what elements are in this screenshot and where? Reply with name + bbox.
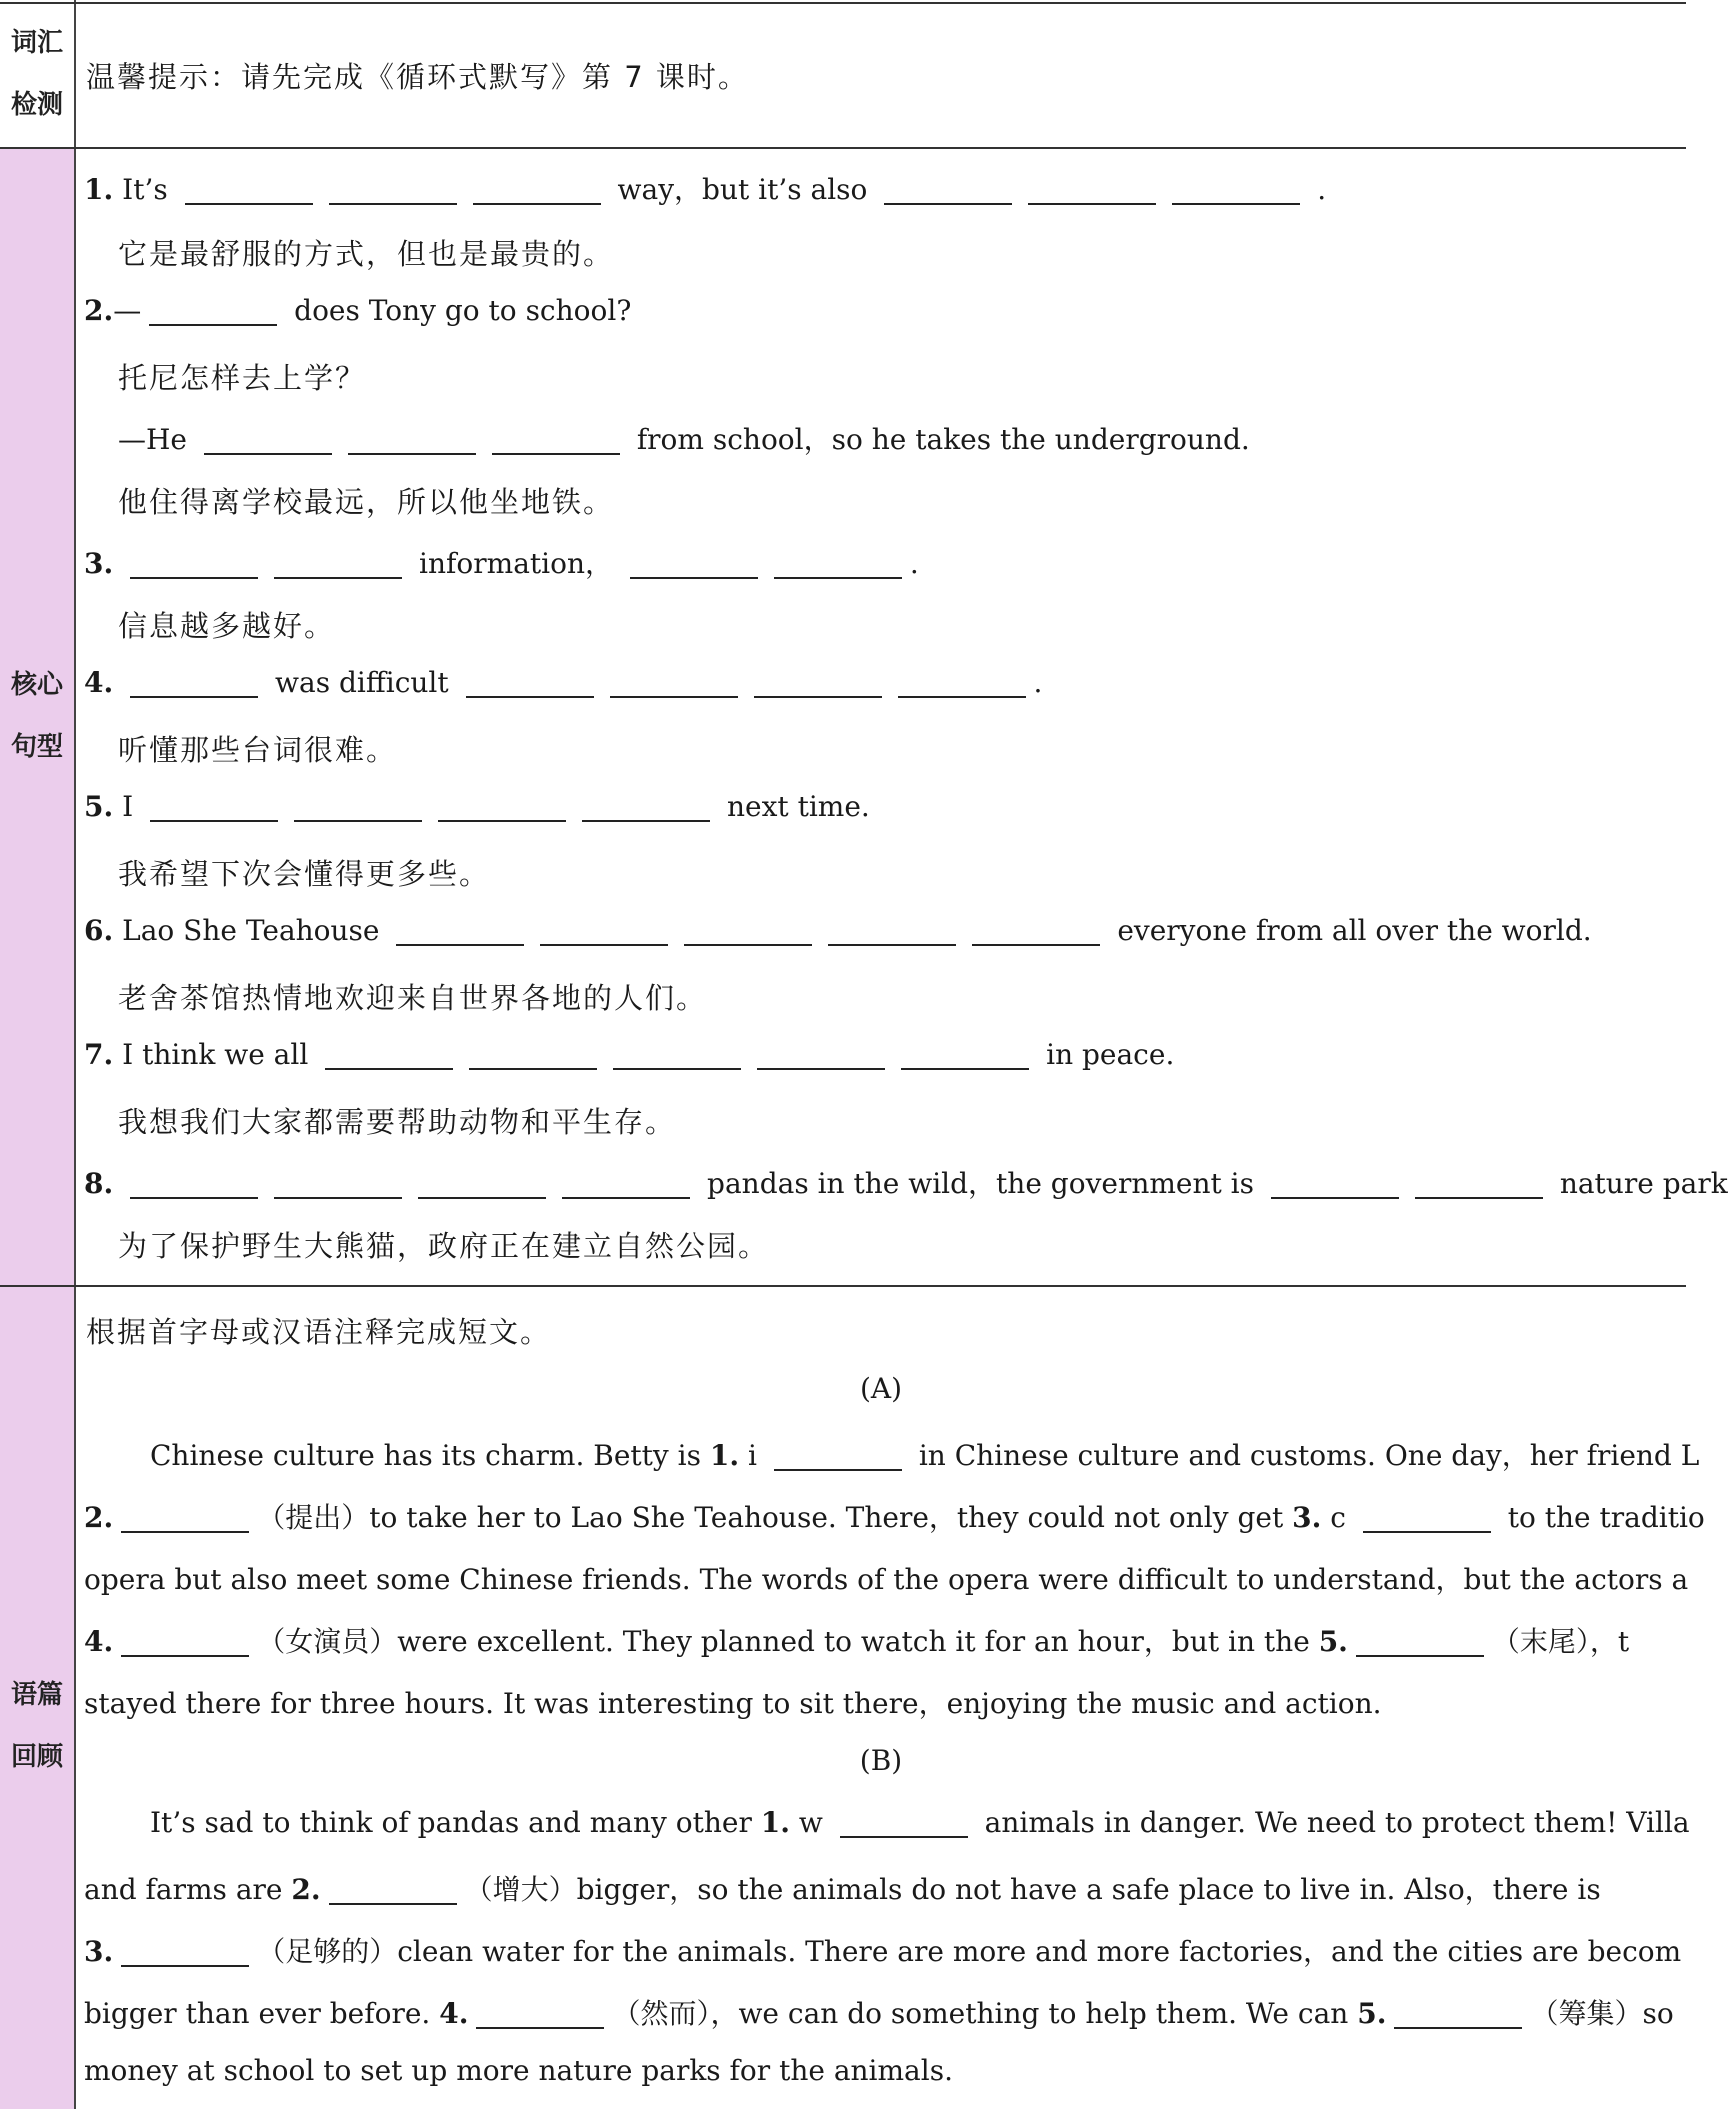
- answer-blank[interactable]: [684, 914, 812, 946]
- q6-line: 6. Lao She Teahouse everyone from all over the world.: [84, 914, 1592, 947]
- q8-translation: 为了保护野生大熊猫，政府正在建立自然公园。: [118, 1229, 770, 1263]
- answer-blank[interactable]: [469, 1038, 597, 1070]
- answer-blank[interactable]: [418, 1167, 546, 1199]
- answer-blank[interactable]: [329, 1873, 457, 1905]
- answer-blank[interactable]: [898, 666, 1026, 698]
- answer-blank[interactable]: [972, 914, 1100, 946]
- answer-blank[interactable]: [348, 423, 476, 455]
- passage-b-title: (B): [859, 1744, 903, 1777]
- answer-blank[interactable]: [610, 666, 738, 698]
- answer-blank[interactable]: [540, 914, 668, 946]
- passage-a-line-1: Chinese culture has its charm. Betty is 1. i in Chinese culture and customs. One day，her friend L: [150, 1439, 1700, 1472]
- vocab-bottom-rule: [0, 147, 1686, 149]
- passage-b-line-4: bigger than ever before. 4. （然而），we can do something to help them. We can 5. （筹集）so: [84, 1997, 1674, 2030]
- answer-blank[interactable]: [204, 423, 332, 455]
- q4-translation: 听懂那些台词很难。: [118, 733, 398, 767]
- answer-blank[interactable]: [150, 790, 278, 822]
- answer-blank[interactable]: [149, 294, 277, 326]
- passage-a-title: (A): [859, 1372, 903, 1405]
- q3-line: 3. information， .: [84, 547, 919, 580]
- vocab-side-column: [0, 0, 76, 148]
- answer-blank[interactable]: [329, 173, 457, 205]
- answer-blank[interactable]: [130, 547, 258, 579]
- passage-b-line-3: 3. （足够的）clean water for the animals. There are more and more factories，and the cities are becom: [84, 1935, 1682, 1968]
- q2-translation: 托尼怎样去上学？: [118, 361, 367, 395]
- q4-line: 4. was difficult .: [84, 666, 1043, 699]
- answer-blank[interactable]: [1028, 173, 1156, 205]
- answer-blank[interactable]: [562, 1167, 690, 1199]
- answer-blank[interactable]: [884, 173, 1012, 205]
- answer-blank[interactable]: [828, 914, 956, 946]
- q8-line: 8. pandas in the wild，the government is nature park: [84, 1167, 1728, 1200]
- answer-blank[interactable]: [774, 547, 902, 579]
- answer-blank[interactable]: [274, 547, 402, 579]
- answer-blank[interactable]: [121, 1935, 249, 1967]
- q7-translation: 我想我们大家都需要帮助动物和平生存。: [118, 1105, 677, 1139]
- answer-blank[interactable]: [630, 547, 758, 579]
- core-side-column: [0, 148, 76, 1286]
- q5-translation: 我希望下次会懂得更多些。: [118, 857, 491, 891]
- answer-blank[interactable]: [582, 790, 710, 822]
- answer-blank[interactable]: [325, 1038, 453, 1070]
- vocab-tip: 温馨提示：请先完成《循环式默写》第 7 课时。: [86, 60, 749, 94]
- answer-blank[interactable]: [294, 790, 422, 822]
- q3-translation: 信息越多越好。: [118, 609, 336, 643]
- q2-answer-translation: 他住得离学校最远，所以他坐地铁。: [118, 485, 615, 519]
- vocab-section-label: 词汇 检测: [10, 28, 63, 120]
- core-bottom-rule: [0, 1285, 1686, 1287]
- passage-a-line-5: stayed there for three hours. It was interesting to sit there，enjoying the music and action.: [84, 1687, 1382, 1720]
- answer-blank[interactable]: [438, 790, 566, 822]
- q5-line: 5. I next time.: [84, 790, 870, 823]
- passage-a-line-3: opera but also meet some Chinese friends. The words of the opera were difficult to understand，but the actors a: [84, 1563, 1689, 1596]
- answer-blank[interactable]: [1415, 1167, 1543, 1199]
- answer-blank[interactable]: [473, 173, 601, 205]
- answer-blank[interactable]: [492, 423, 620, 455]
- q1-line: 1. It’s way，but it’s also .: [84, 173, 1327, 206]
- answer-blank[interactable]: [754, 666, 882, 698]
- answer-blank[interactable]: [121, 1501, 249, 1533]
- answer-blank[interactable]: [121, 1625, 249, 1657]
- answer-blank[interactable]: [1271, 1167, 1399, 1199]
- passage-b-line-2: and farms are 2. （增大）bigger，so the animals do not have a safe place to live in. Also，there is: [84, 1873, 1601, 1906]
- review-section-label: 语篇 回顾: [10, 1680, 63, 1772]
- q2-answer-line: —He from school，so he takes the underground.: [118, 423, 1250, 456]
- passage-b-line-1: It’s sad to think of pandas and many other 1. w animals in danger. We need to protect them! Villa: [150, 1806, 1690, 1839]
- q2-line: 2.— does Tony go to school?: [84, 294, 632, 327]
- answer-blank[interactable]: [1172, 173, 1300, 205]
- answer-blank[interactable]: [613, 1038, 741, 1070]
- answer-blank[interactable]: [130, 1167, 258, 1199]
- answer-blank[interactable]: [185, 173, 313, 205]
- review-instruction: 根据首字母或汉语注释完成短文。: [86, 1315, 552, 1349]
- passage-a-line-2: 2. （提出）to take her to Lao She Teahouse. There，they could not only get 3. c to the traditio: [84, 1501, 1705, 1534]
- answer-blank[interactable]: [840, 1806, 968, 1838]
- q1-translation: 它是最舒服的方式，但也是最贵的。: [118, 237, 615, 271]
- answer-blank[interactable]: [130, 666, 258, 698]
- answer-blank[interactable]: [1394, 1997, 1522, 2029]
- core-section-label: 核心 句型: [10, 670, 63, 762]
- answer-blank[interactable]: [1363, 1501, 1491, 1533]
- answer-blank[interactable]: [1356, 1625, 1484, 1657]
- answer-blank[interactable]: [476, 1997, 604, 2029]
- answer-blank[interactable]: [274, 1167, 402, 1199]
- answer-blank[interactable]: [466, 666, 594, 698]
- review-side-column: [0, 1286, 76, 2109]
- answer-blank[interactable]: [774, 1439, 902, 1471]
- answer-blank[interactable]: [396, 914, 524, 946]
- top-rule: [0, 2, 1686, 4]
- q7-line: 7. I think we all in peace.: [84, 1038, 1175, 1071]
- answer-blank[interactable]: [757, 1038, 885, 1070]
- passage-b-line-5: money at school to set up more nature parks for the animals.: [84, 2054, 953, 2087]
- q6-translation: 老舍茶馆热情地欢迎来自世界各地的人们。: [118, 981, 708, 1015]
- answer-blank[interactable]: [901, 1038, 1029, 1070]
- passage-a-line-4: 4. （女演员）were excellent. They planned to watch it for an hour，but in the 5. （末尾），t: [84, 1625, 1630, 1658]
